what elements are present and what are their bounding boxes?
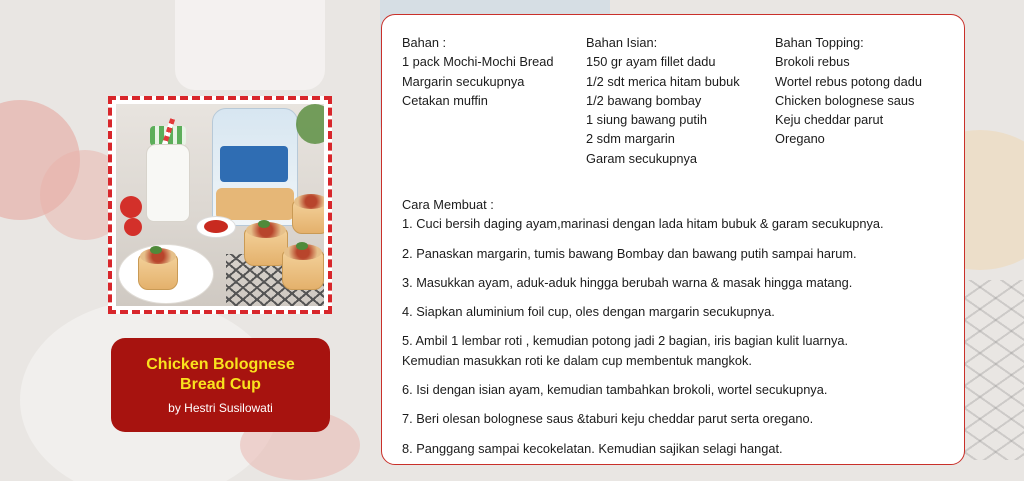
ingredient-item: Wortel rebus potong dadu [775,73,923,89]
ingredient-item: Brokoli rebus [775,54,850,70]
ingredient-item: Oregano [775,131,825,147]
step-line: 8. Panggang sampai kecokelatan. Kemudian sajikan selagi hangat. [402,440,783,456]
step-line: Kemudian masukkan roti ke dalam cup membentuk mangkok. [402,352,752,368]
recipe-title-line1: Chicken Bolognese [146,356,295,373]
ingredient-item: 1 siung bawang putih [586,112,707,128]
step-item [402,439,944,458]
bread-cup-filling [294,194,324,209]
cara-membuat-title: Cara Membuat : [402,197,494,212]
recipe-photo [116,104,324,306]
step-item [402,214,944,233]
recipe-title-line2: Bread Cup [180,376,261,393]
step-line: 4. Siapkan aluminium foil cup, oles dengan margarin secukupnya. [402,304,775,320]
ingredient-item: Chicken bolognese saus [775,92,915,108]
recipe-card [381,14,965,465]
step-item [402,380,944,399]
bahan-title: Bahan : [402,35,447,50]
background-jar [175,0,325,90]
bahan-column [402,33,554,110]
ingredient-item: Garam secukupnya [586,150,697,166]
step-item [402,302,944,321]
broccoli-leaf [296,242,308,250]
ingredient-item: 1 pack Mochi-Mochi Bread [402,54,554,70]
broccoli-leaf [150,246,162,254]
ingredient-columns [402,33,944,183]
bahan-topping-title: Bahan Topping: [775,35,864,50]
step-item [402,244,944,263]
bahan-isian-column [586,33,740,168]
steps-list [402,214,944,458]
herb-plant [296,104,324,144]
ingredient-item: Keju cheddar parut [775,112,884,128]
step-line: 7. Beri olesan bolognese saus &taburi keju cheddar parut serta oregano. [402,411,814,427]
ingredient-item: Margarin secukupnya [402,73,525,89]
sauce [204,220,228,233]
ingredient-item: 1/2 bawang bombay [586,92,702,108]
step-item [402,273,944,292]
broccoli-leaf [258,220,270,228]
tomato [120,196,142,218]
bread-package-label [220,146,288,182]
recipe-title-card [111,338,330,432]
photo-frame [108,96,332,314]
tomato [124,218,142,236]
milk-bottle [146,144,190,222]
step-line: 3. Masukkan ayam, aduk-aduk hingga berubah warna & masak hingga matang. [402,274,853,290]
ingredient-item: 150 gr ayam fillet dadu [586,54,716,70]
ingredient-item: 2 sdm margarin [586,131,675,147]
bread-loaf [216,188,294,220]
step-line: 5. Ambil 1 lembar roti , kemudian potong jadi 2 bagian, iris bagian kulit luarnya. [402,333,849,349]
ingredient-item: Cetakan muffin [402,92,488,108]
bahan-topping-column [775,33,922,149]
bahan-isian-title: Bahan Isian: [586,35,658,50]
ingredient-item: 1/2 sdt merica hitam bubuk [586,73,740,89]
step-line: 1. Cuci bersih daging ayam,marinasi dengan lada hitam bubuk & garam secukupnya. [402,216,884,232]
step-line: 6. Isi dengan isian ayam, kemudian tambahkan brokoli, wortel secukupnya. [402,382,828,398]
step-line: 2. Panaskan margarin, tumis bawang Bombay dan bawang putih sampai harum. [402,245,857,261]
recipe-author: by Hestri Susilowati [168,401,273,415]
step-item [402,409,944,428]
step-item [402,331,944,370]
